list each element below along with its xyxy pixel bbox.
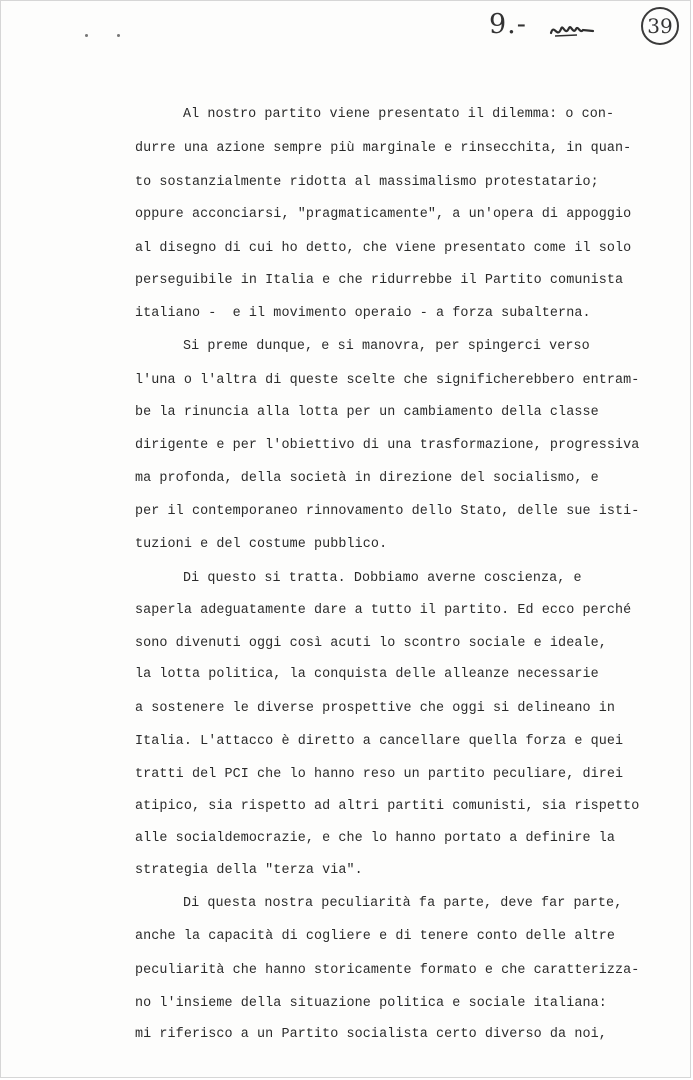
text-line: ma profonda, della società in direzione del socialismo, e xyxy=(135,471,599,486)
speck-mark xyxy=(117,34,120,37)
speck-mark xyxy=(85,34,88,37)
text-line: no l'insieme della situazione politica e sociale italiana: xyxy=(135,996,607,1011)
text-line: anche la capacità di cogliere e di tenere conto delle altre xyxy=(135,929,616,944)
text-line: dirigente e per l'obiettivo di una trasformazione, progressiva xyxy=(135,438,640,453)
text-line: l'una o l'altra di queste scelte che significherebbero entram- xyxy=(135,373,640,388)
text-line: Italia. L'attacco è diretto a cancellare quella forza e quei xyxy=(135,734,624,749)
text-line: per il contemporaneo rinnovamento dello Stato, delle sue isti- xyxy=(135,504,640,519)
text-line: peculiarità che hanno storicamente formato e che caratterizza- xyxy=(135,963,640,978)
text-line: Di questa nostra peculiarità fa parte, deve far parte, xyxy=(183,896,623,911)
text-line: italiano - e il movimento operaio - a forza subalterna. xyxy=(135,306,591,321)
text-line: la lotta politica, la conquista delle alleanze necessarie xyxy=(135,667,599,682)
text-line: Si preme dunque, e si manovra, per spingerci verso xyxy=(183,339,590,354)
text-line: be la rinuncia alla lotta per un cambiamento della classe xyxy=(135,405,599,420)
circled-page-number: 39 xyxy=(641,7,679,45)
text-line: tratti del PCI che lo hanno reso un partito peculiare, direi xyxy=(135,767,624,782)
handwritten-page-number: 9.- xyxy=(489,9,527,40)
text-line: to sostanzialmente ridotta al massimalismo protestatario; xyxy=(135,175,599,190)
text-line: durre una azione sempre più marginale e rinsecchita, in quan- xyxy=(135,141,632,156)
text-line: oppure acconciarsi, "pragmaticamente", a un'opera di appoggio xyxy=(135,207,632,222)
text-line: tuzioni e del costume pubblico. xyxy=(135,537,388,552)
text-line: alle socialdemocrazie, e che lo hanno portato a definire la xyxy=(135,831,616,846)
text-line: strategia della "terza via". xyxy=(135,863,363,878)
handwritten-signature-scribble xyxy=(549,19,595,41)
text-line: mi riferisco a un Partito socialista certo diverso da noi, xyxy=(135,1027,607,1042)
text-line: perseguibile in Italia e che ridurrebbe il Partito comunista xyxy=(135,273,624,288)
text-line: Di questo si tratta. Dobbiamo averne coscienza, e xyxy=(183,571,582,586)
text-line: Al nostro partito viene presentato il dilemma: o con- xyxy=(183,107,615,122)
text-line: atipico, sia rispetto ad altri partiti comunisti, sia rispetto xyxy=(135,799,640,814)
text-line: a sostenere le diverse prospettive che oggi si delineano in xyxy=(135,701,616,716)
text-line: al disegno di cui ho detto, che viene presentato come il solo xyxy=(135,241,632,256)
text-line: sono divenuti oggi così acuti lo scontro sociale e ideale, xyxy=(135,636,607,651)
text-line: saperla adeguatamente dare a tutto il partito. Ed ecco perché xyxy=(135,603,632,618)
